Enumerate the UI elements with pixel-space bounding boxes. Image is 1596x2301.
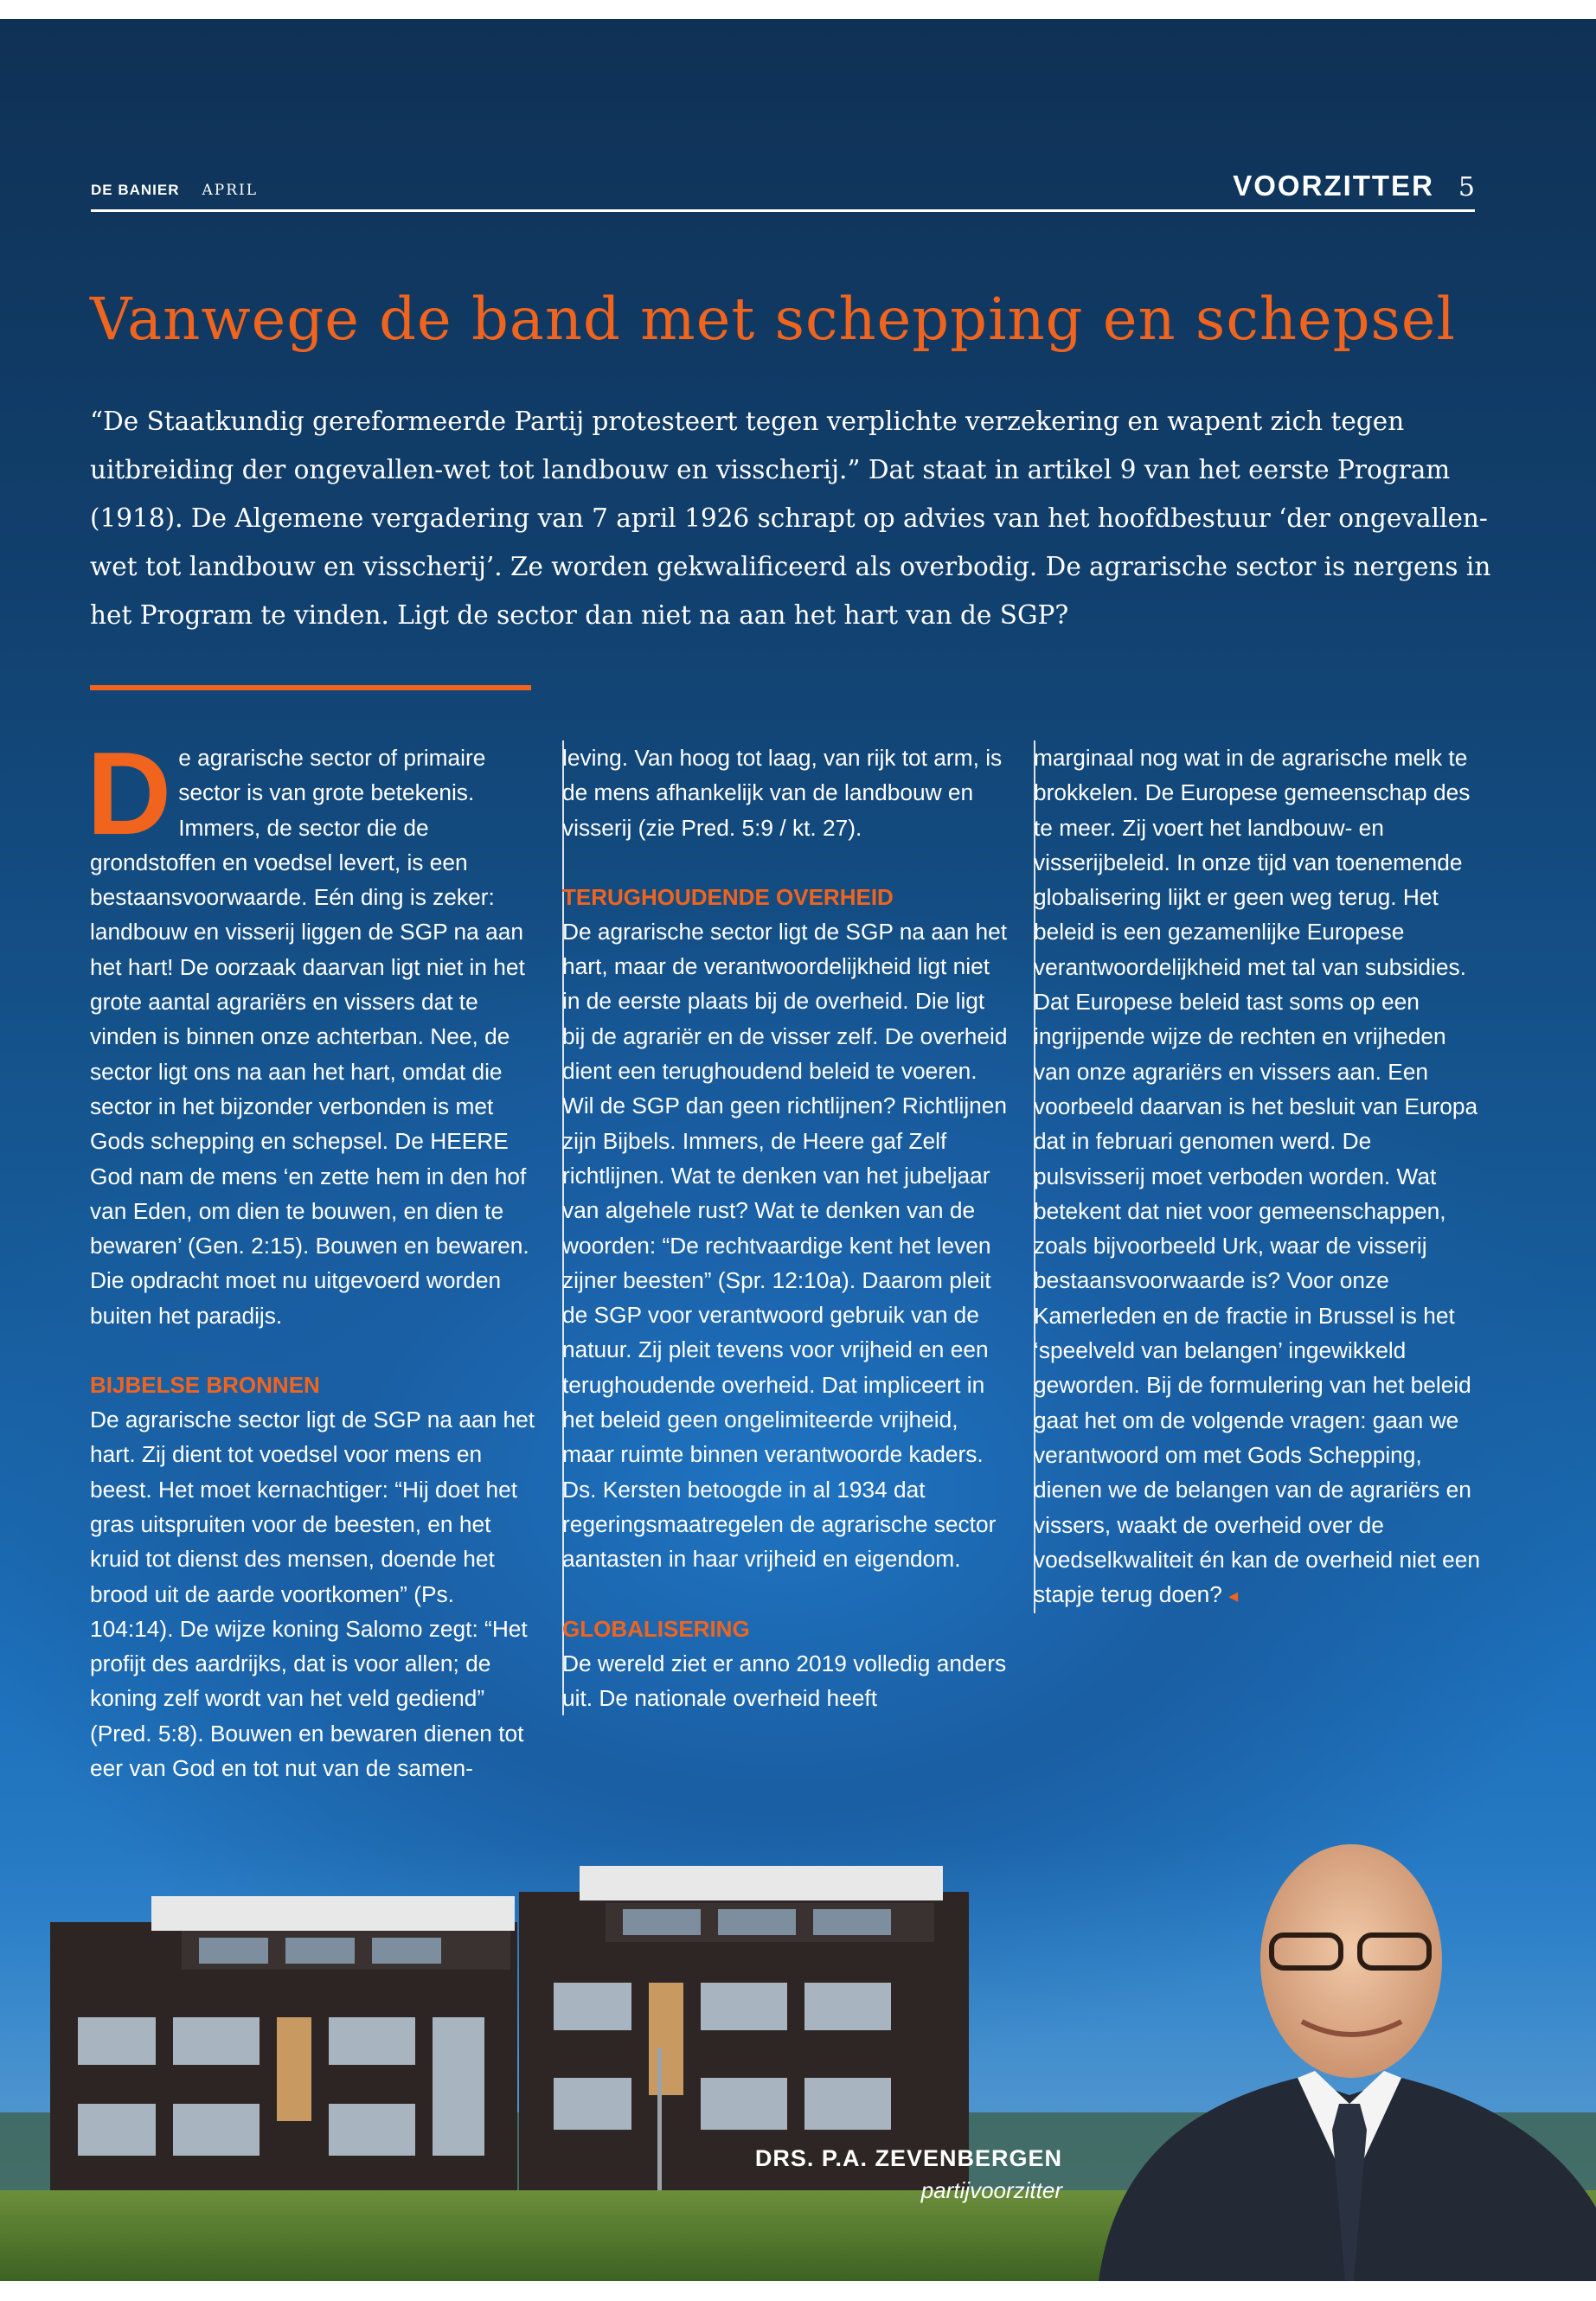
page-number: 5 xyxy=(1458,172,1475,202)
subheading-bijbelse-bronnen: BIJBELSE BRONNEN xyxy=(90,1372,320,1399)
article-lead: “De Staatkundig gereformeerde Partij protesteert tegen verplichte verzekering en wapent zich tegen uitbreiding der ongevallen-wet tot landbouw en visscherij.” Dat staat in artikel 9 van het eerste Program (1918). De Algemene vergadering van 7 april 1926 schrapt op advies van het hoofdbestuur ‘der ongevallen-wet tot landbouw en visscherij’. Ze worden gekwalificeerd als overbodig. De agrarische sector is nergens in het Program te vinden. Ligt de sector dan niet na aan het hart van de SGP? xyxy=(90,407,1491,630)
article-title: Vanwege de band met schepping en schepsel xyxy=(90,285,1456,353)
paragraph: De agrarische sector ligt de SGP na aan het hart, maar de verantwoordelijkheid ligt niet in de eerste plaats bij de overheid. Die ligt bij de agrariër en de visser zelf. De overheid dient een terughoudend beleid te voeren. Wil de SGP dan geen richtlijnen? Richtlijnen zijn Bijbels. Immers, de Heere gaf Zelf richtlijnen. Wat te denken van het jubeljaar van algehele rust? Wat te denken van de woorden: “De rechtvaardige kent het leven zijner beesten” (Spr. 12:10a). Daarom pleit de SGP voor verantwoord gebruik van de natuur. Zij pleit tevens voor vrijheid en een terughoudende overheid. Dat impliceert in het beleid geen ongelimiteerde vrijheid, maar ruimte binnen verantwoorde kaders. Ds. Kersten betoogde in al 1934 dat regeringsmaatregelen de agrarische sector aantasten in haar vrijheid en eigendom. xyxy=(562,918,1008,1573)
caption-name: DRS. P.A. ZEVENBERGEN xyxy=(754,2145,1062,2171)
caption-role: partijvoorzitter xyxy=(920,2177,1062,2203)
building-left xyxy=(50,1896,517,2208)
column-2 xyxy=(562,740,1012,1715)
column-3 xyxy=(1034,740,1485,1613)
issue-month: APRIL xyxy=(202,182,259,199)
paragraph: leving. Van hoog tot laag, van rijk tot arm, is de mens afhankelijk van de landbouw en visserij (zie Pred. 5:9 / kt. 27). xyxy=(562,745,1003,841)
paragraph: De wereld ziet er anno 2019 volledig anders uit. De nationale overheid heeft xyxy=(562,1650,1007,1711)
paragraph xyxy=(1034,740,1485,1613)
subheading-globalisering: GLOBALISERING xyxy=(562,1615,750,1642)
header-left xyxy=(91,182,258,199)
end-mark-icon: ◂ xyxy=(1228,1585,1239,1607)
magazine-page xyxy=(0,19,1596,2281)
paragraph-text: e agrarische sector of primaire sector is van grote betekenis. Immers, de sector die de grondstoffen en voedsel levert, is een bestaansvoorwaarde. Eén ding is zeker: landbouw en visserij liggen de SGP na aan het hart! De oorzaak daarvan ligt niet in het grote aantal agrariërs en vissers dat te vinden is binnen onze achterban. Nee, de sector ligt ons na aan het hart, omdat die sector in het bijzonder verbonden is met Gods schepping en schepsel. De HEERE God nam de mens ‘en zette hem in den hof van Eden, om dien te bouwen, en dien te bewaren’ (Gen. 2:15). Bouwen en bewaren. Die opdracht moet nu uitgevoerd worden buiten het paradijs. xyxy=(90,745,529,1329)
paragraph xyxy=(87,727,538,1333)
article-photo xyxy=(0,1844,1596,2281)
paragraph: De agrarische sector ligt de SGP na aan het hart. Zij dient tot voedsel voor mens en beest. Het moet kernachtiger: “Hij doet het gras uitspruiten voor de beesten, en het kruid tot dienst des mensen, doende het brood uit de aarde voortkomen” (Ps. 104:14). De wijze koning Salomo zegt: “Het profijt des aardrijks, dat is voor allen; de koning zelf wordt van het veld gediend” (Pred. 5:8). Bouwen en bewaren dienen tot eer van God en tot nut van de samen- xyxy=(90,1407,535,1782)
photo-caption xyxy=(755,2145,1062,2204)
header-right xyxy=(1233,170,1475,202)
running-header xyxy=(91,157,1475,212)
paragraph-text: marginaal nog wat in de agrarische melk te brokkelen. De Europese gemeenschap des te meer. Zij voert het landbouw- en visserijbeleid. In onze tijd van toenemende globalisering lijkt er geen weg terug. Het beleid is een gezamenlijke Europese verantwoordelijkheid met tal van subsidies. Dat Europese beleid tast soms op een ingrijpende wijze de rechten en vrijheden van onze agrariërs en vissers aan. Een voorbeeld daarvan is het besluit van Europa dat in februari genomen werd. De pulsvisserij moet verboden worden. Wat betekent dat niet voor gemeenschappen, zoals bijvoorbeeld Urk, waar de visserij bestaansvoorwaarde is? Voor onze Kamerleden en de fractie in Brussel is het ‘speelveld van belangen’ ingewikkeld geworden. Bij de formulering van het beleid gaat het om de volgende vragen: gaan we verantwoord om met Gods Schepping, dienen we de belangen van de agrariërs en vissers, waakt de overheid over de voedselkwaliteit én kan de overheid niet een stapje terug doen? xyxy=(1034,745,1481,1608)
orange-divider xyxy=(90,685,531,690)
drop-cap: D xyxy=(87,727,172,859)
magazine-name: DE BANIER xyxy=(91,182,180,198)
subheading-terughoudende-overheid: TERUGHOUDENDE OVERHEID xyxy=(562,883,894,910)
column-1 xyxy=(87,727,538,1785)
section-name: VOORZITTER xyxy=(1233,170,1434,202)
